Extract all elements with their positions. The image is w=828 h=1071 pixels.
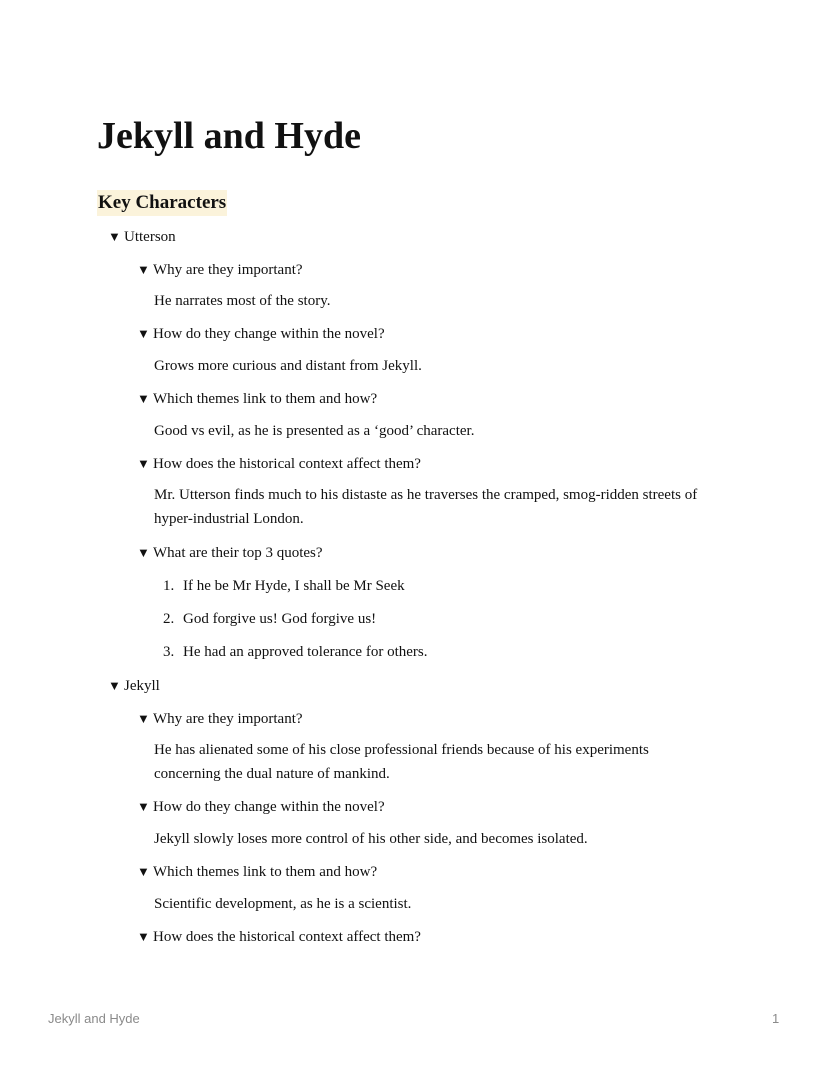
triangle-down-icon: ▼ [137,391,150,406]
question-text: Why are they important? [153,711,303,727]
question-text: How does the historical context affect them? [153,456,421,472]
triangle-down-icon: ▼ [137,545,150,560]
question-text: How do they change within the novel? [153,326,385,342]
toggle-question[interactable] [137,925,421,949]
triangle-down-icon: ▼ [137,326,150,341]
toggle-jekyll[interactable] [108,674,160,698]
question-text: Which themes link to them and how? [153,864,378,880]
answer-text: Mr. Utterson finds much to his distaste as he traverses the cramped, smog-ridden streets of hyper-industrial London. [154,487,698,527]
toggle-utterson[interactable] [108,225,176,249]
quote-text: If he be Mr Hyde, I shall be Mr Seek [183,578,405,594]
triangle-down-icon: ▼ [137,711,150,726]
quote-item [163,607,376,631]
triangle-down-icon: ▼ [137,262,150,277]
page-number: 1 [772,1011,780,1026]
character-name: Utterson [124,229,176,245]
quote-item [163,640,427,664]
page-title: Jekyll and Hyde [97,115,361,157]
toggle-question[interactable] [137,707,303,731]
answer-text: He narrates most of the story. [154,293,331,309]
triangle-down-icon: ▼ [108,678,121,693]
triangle-down-icon: ▼ [108,229,121,244]
toggle-question[interactable] [137,541,323,565]
quote-number: 2. [163,611,175,627]
triangle-down-icon: ▼ [137,799,150,814]
triangle-down-icon: ▼ [137,864,150,879]
quote-text: God forgive us! God forgive us! [183,611,377,627]
footer-title: Jekyll and Hyde [48,1011,140,1026]
answer-text: Scientific development, as he is a scientist. [154,896,412,912]
character-name: Jekyll [124,678,160,694]
triangle-down-icon: ▼ [137,456,150,471]
question-text: How do they change within the novel? [153,799,385,815]
quote-text: He had an approved tolerance for others. [183,644,428,660]
answer-text: Jekyll slowly loses more control of his other side, and becomes isolated. [154,831,588,847]
question-text: Which themes link to them and how? [153,391,378,407]
triangle-down-icon: ▼ [137,929,150,944]
answer-text: He has alienated some of his close professional friends because of his experiments concerning the dual nature of mankind. [154,742,649,782]
toggle-question[interactable] [137,322,385,346]
toggle-question[interactable] [137,452,421,476]
answer-text: Grows more curious and distant from Jekyll. [154,358,422,374]
toggle-question[interactable] [137,860,377,884]
toggle-question[interactable] [137,795,385,819]
toggle-question[interactable] [137,387,377,411]
question-text: How does the historical context affect them? [153,929,421,945]
question-text: What are their top 3 quotes? [153,545,323,561]
quote-item [163,574,405,598]
quote-number: 3. [163,644,175,660]
toggle-question[interactable] [137,258,303,282]
section-heading: Key Characters [97,190,227,216]
quote-number: 1. [163,578,175,594]
answer-text: Good vs evil, as he is presented as a ‘good’ character. [154,423,475,439]
question-text: Why are they important? [153,262,303,278]
